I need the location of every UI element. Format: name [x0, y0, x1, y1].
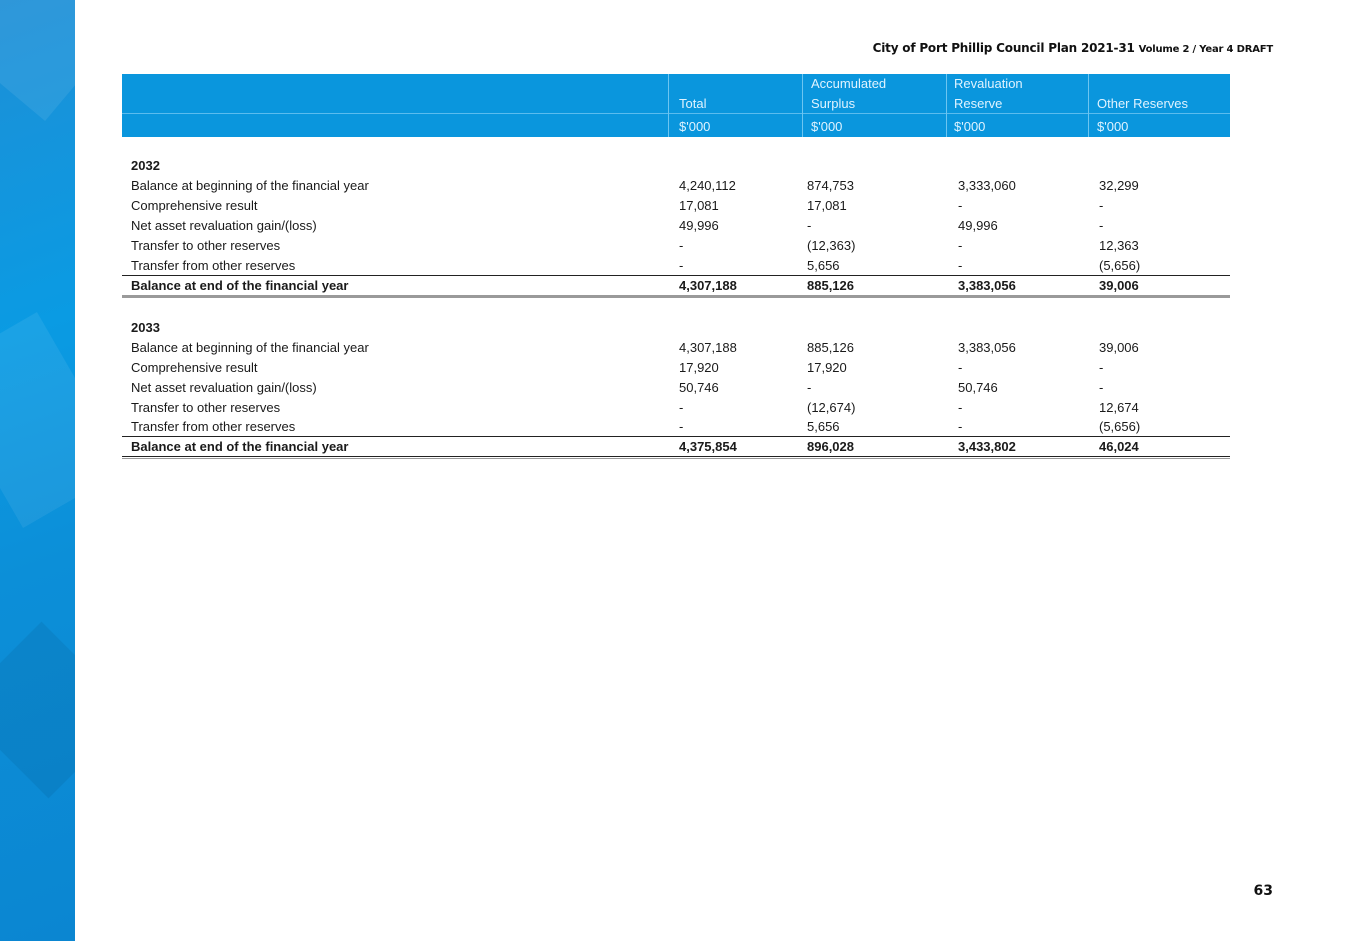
column-unit-accumulated: $'000 — [811, 119, 843, 134]
table-total-row: Balance at end of the financial year 4,375,854 896,028 3,433,802 46,024 — [131, 439, 1139, 454]
column-unit-total: $'000 — [679, 119, 711, 134]
table-header — [122, 74, 1230, 137]
column-header-revaluation-line2: Reserve — [954, 96, 1003, 111]
section-year-2032: 2032 — [131, 158, 160, 173]
total-double-underline — [122, 456, 1230, 459]
document-header — [873, 41, 1273, 55]
column-header-total: Total — [679, 96, 707, 111]
column-header-accumulated-line2: Surplus — [811, 96, 856, 111]
table-row: Transfer from other reserves - 5,656 - (5,656) — [131, 258, 1141, 273]
table-total-row: Balance at end of the financial year 4,307,188 885,126 3,383,056 39,006 — [131, 278, 1139, 293]
table-row: Net asset revaluation gain/(loss) 49,996 - 49,996 - — [131, 218, 1104, 233]
table-row: Transfer to other reserves - (12,674) - 12,674 — [131, 400, 1139, 415]
document-title: City of Port Phillip Council Plan 2021-31 — [872, 41, 1135, 55]
total-underline — [122, 295, 1230, 298]
table-row: Transfer from other reserves - 5,656 - (5,656) — [131, 419, 1141, 434]
statement-of-changes-in-equity-table — [122, 74, 1230, 454]
column-header-revaluation-line1: Revaluation — [954, 76, 1023, 91]
table-row: Comprehensive result 17,081 17,081 - - — [131, 198, 1104, 213]
column-unit-revaluation: $'000 — [954, 119, 986, 134]
section-year-2033: 2033 — [131, 320, 160, 335]
column-header-accumulated-line1: Accumulated — [811, 76, 887, 91]
decorative-side-band — [0, 0, 75, 941]
table-row: Balance at beginning of the financial year 4,307,188 885,126 3,383,056 39,006 — [131, 340, 1139, 355]
table-row: Transfer to other reserves - (12,363) - 12,363 — [131, 238, 1139, 253]
page-number: 63 — [1253, 883, 1273, 899]
table-row: Comprehensive result 17,920 17,920 - - — [131, 360, 1104, 375]
column-header-other-reserves: Other Reserves — [1097, 96, 1189, 111]
column-unit-other-reserves: $'000 — [1097, 119, 1129, 134]
table-row: Net asset revaluation gain/(loss) 50,746 - 50,746 - — [131, 380, 1104, 395]
document-subtitle: Volume 2 / Year 4 DRAFT — [1138, 44, 1273, 55]
table-row: Balance at beginning of the financial year 4,240,112 874,753 3,333,060 32,299 — [131, 178, 1139, 193]
